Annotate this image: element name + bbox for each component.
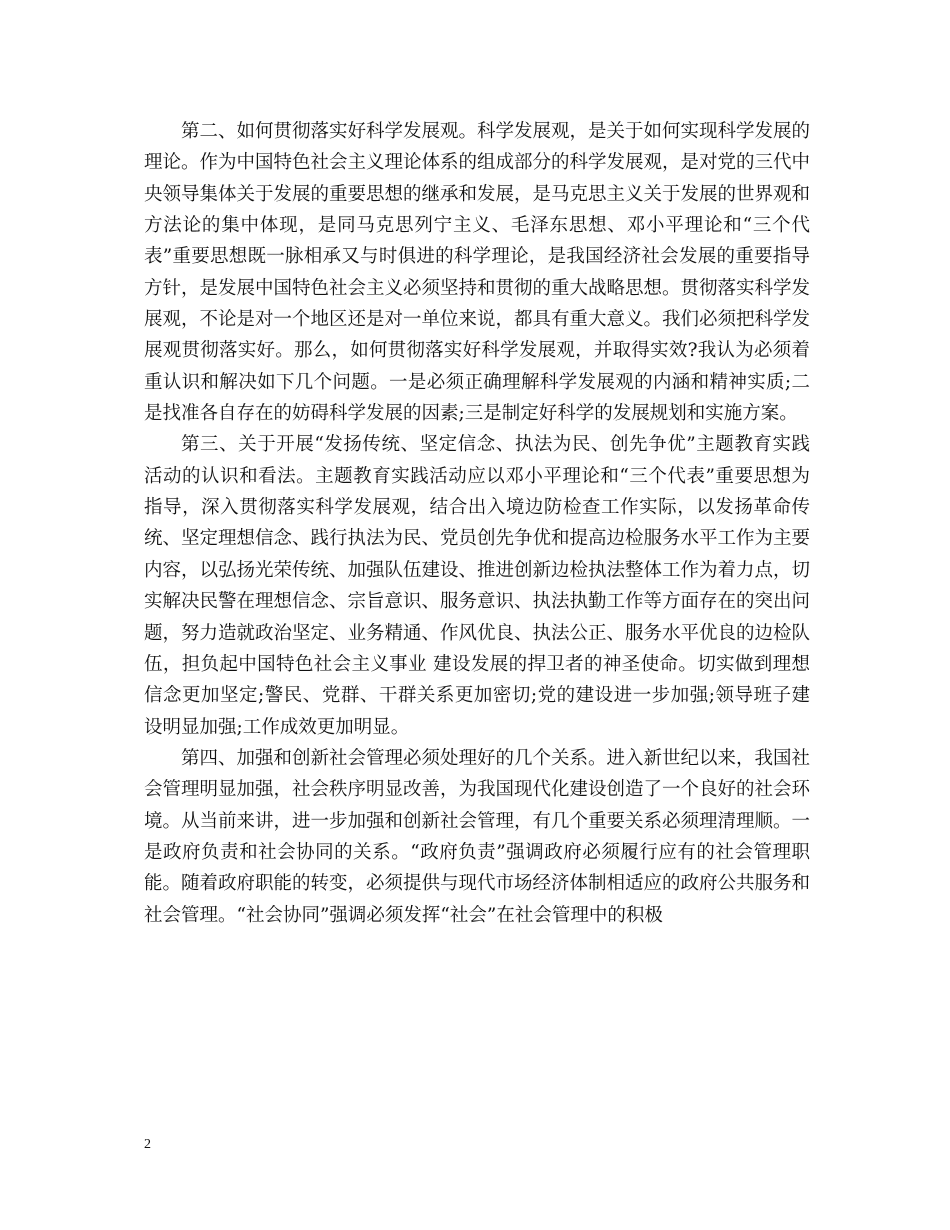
paragraph-fourth-point: 第四、加强和创新社会管理必须处理好的几个关系。进入新世纪以来，我国社会管理明显加强，社会秩序明显改善，为我国现代化建设创造了一个良好的社会环境。从当前来讲，进一步加强和创新社会管理，有几个重要关系必须理清理顺。一是政府负责和社会协同的关系。“政府负责”强调政府必须履行应有的社会管理职能。随着政府职能的转变，必须提供与现代市场经济体制相适应的政府公共服务和社会管理。“社会协同”强调必须发挥“社会”在社会管理中的积极 [144,747,811,926]
document-body [144,116,810,931]
paragraph-second-point: 第二、如何贯彻落实好科学发展观。科学发展观，是关于如何实现科学发展的理论。作为中国特色社会主义理论体系的组成部分的科学发展观，是对党的三代中央领导集体关于发展的重要思想的继承和发展，是马克思主义关于发展的世界观和方法论的集中体现，是同马克思列宁主义、毛泽东思想、邓小平理论和“三个代表”重要思想既一脉相承又与时俱进的科学理论，是我国经济社会发展的重要指导方针，是发展中国特色社会主义必须坚持和贯彻的重大战略思想。贯彻落实科学发展观，不论是对一个地区还是对一单位来说，都具有重大意义。我们必须把科学发展观贯彻落实好。那么，如何贯彻落实好科学发展观，并取得实效?我认为必须着重认识和解决如下几个问题。一是必须正确理解科学发展观的内涵和精神实质;二是找准各自存在的妨碍科学发展的因素;三是制定好科学的发展规划和实施方案。 [144,121,811,425]
paragraph-third-point: 第三、关于开展“发扬传统、坚定信念、执法为民、创先争优”主题教育实践活动的认识和看法。主题教育实践活动应以邓小平理论和“三个代表”重要思想为指导，深入贯彻落实科学发展观，结合出入境边防检查工作实际，以发扬革命传统、坚定理想信念、践行执法为民、党员创先争优和提高边检服务水平工作为主要内容，以弘扬光荣传统、加强队伍建设、推进创新边检执法整体工作为着力点，切实解决民警在理想信念、宗旨意识、服务意识、执法执勤工作等方面存在的突出问题，努力造就政治坚定、业务精通、作风优良、执法公正、服务水平优良的边检队伍，担负起中国特色社会主义事业 建设发展的捍卫者的神圣使命。切实做到理想信念更加坚定;警民、党群、干群关系更加密切;党的建设进一步加强;领导班子建设明显加强;工作成效更加明显。 [144,434,811,738]
page-number: 2 [144,1137,151,1152]
